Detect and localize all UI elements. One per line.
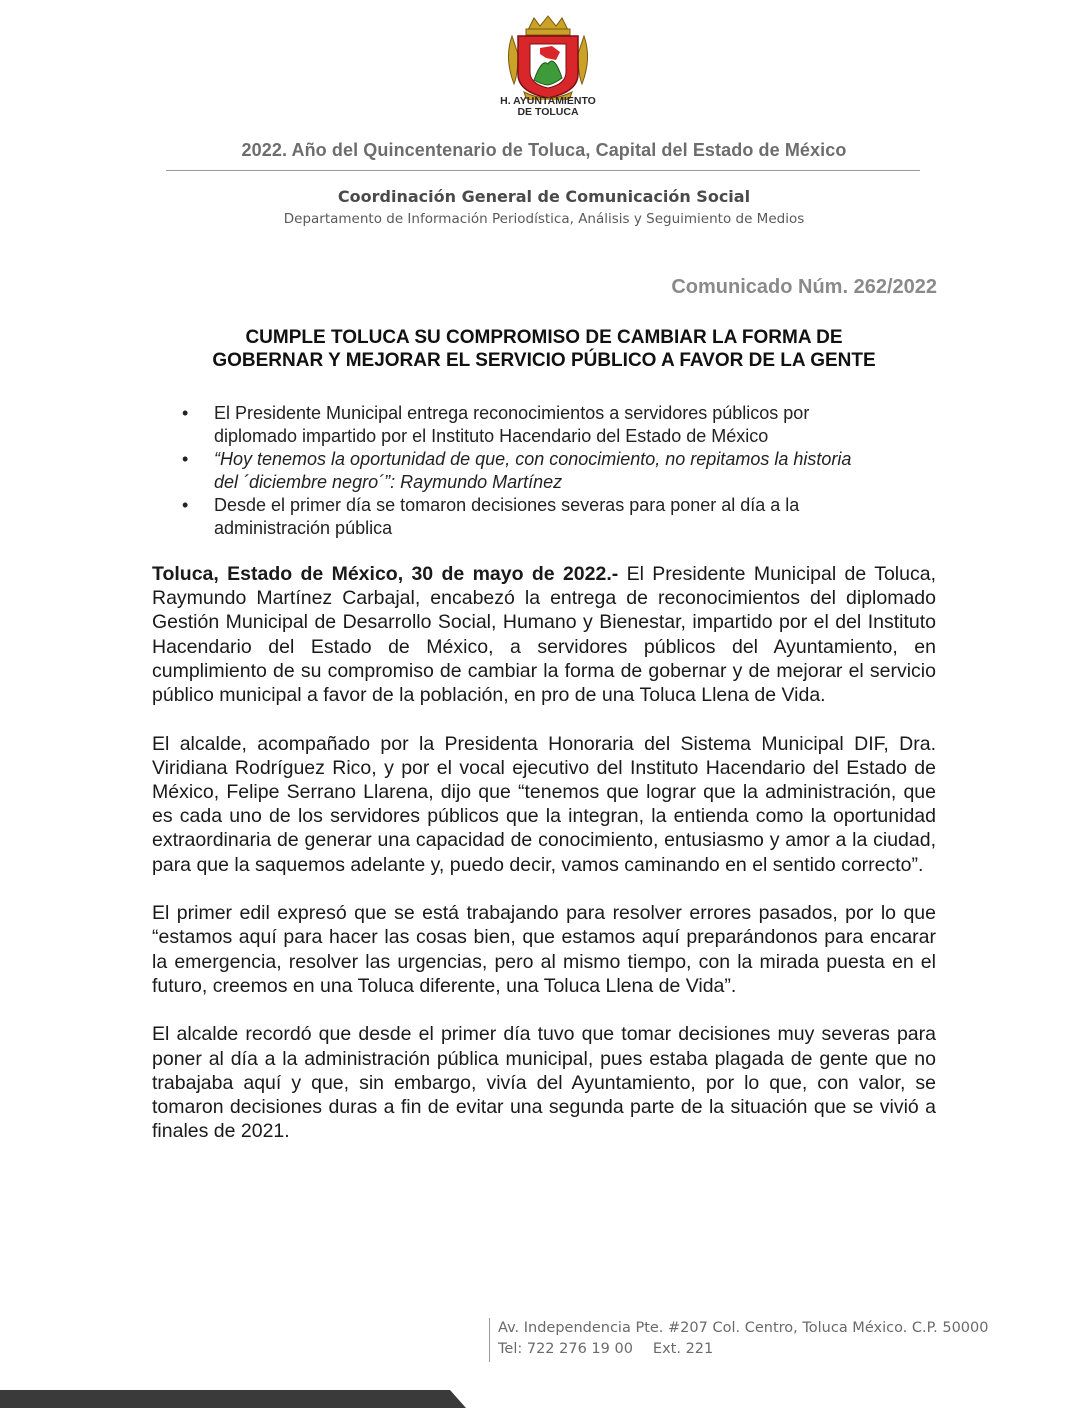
- highlight-line: “Hoy tenemos la oportunidad de que, con conocimiento, no repitamos la historia: [214, 449, 852, 469]
- headline-line2: GOBERNAR Y MEJORAR EL SERVICIO PÚBLICO A FAVOR DE LA GENTE: [212, 350, 876, 371]
- dateline: Toluca, Estado de México, 30 de mayo de 2022.-: [152, 563, 619, 585]
- headline-line1: CUMPLE TOLUCA SU COMPROMISO DE CAMBIAR LA FORMA DE: [245, 327, 843, 348]
- body-paragraph: El alcalde, acompañado por la Presidenta Honoraria del Sistema Municipal DIF, Dra. Viridiana Rodríguez Rico, y por el vocal ejecutivo del Instituto Hacendario del Estado de México, Felipe Serrano Llarena, dijo que “tenemos que lograr que la administración, que es cada uno de los servidores públicos que la integran, la entienda como la oportunidad extraordinaria de generar una capacidad de conocimiento, entusiasmo y amor a la ciudad, para que la saquemos adelante y, puedo decir, vamos caminando en el sentido correcto”.: [152, 732, 936, 876]
- bottom-decorative-strip: [0, 1390, 1088, 1408]
- footer-address: Av. Independencia Pte. #207 Col. Centro, Toluca México. C.P. 50000: [498, 1320, 989, 1336]
- phone-number: Tel: 722 276 19 00: [498, 1341, 633, 1357]
- paragraph-text: El Presidente Municipal de Toluca, Raymundo Martínez Carbajal, encabezó la entrega de reconocimientos del diplomado Gestión Municipal de Desarrollo Social, Humano y Bienestar, impartido por el del Instituto Hacendario del Estado de México, a servidores públicos del Ayuntamiento, en cumplimiento de su compromiso de cambiar la forma de gobernar y de mejorar el servicio público municipal a favor de la población, en pro de una Toluca Llena de Vida.: [152, 563, 936, 707]
- highlight-item: [178, 448, 918, 493]
- headline: [152, 326, 936, 372]
- coordination-title: Coordinación General de Comunicación Social: [337, 187, 751, 206]
- body-paragraph: [152, 562, 936, 707]
- article-body: [152, 562, 936, 1168]
- highlight-item: [178, 494, 918, 539]
- bullet-icon: •: [182, 403, 189, 423]
- logo-caption-line1: H. AYUNTAMIENTO: [500, 95, 596, 107]
- coordination-subtitle: Departamento de Información Periodística, Análisis y Seguimiento de Medios: [283, 211, 805, 227]
- header-divider: [166, 170, 920, 171]
- body-paragraph: El alcalde recordó que desde el primer día tuvo que tomar decisiones muy severas para poner al día a la administración pública municipal, pues estaba plagada de gente que no trabajaba aquí y que, sin embargo, vivía del Ayuntamiento, por lo que, con valor, se tomaron decisiones duras a fin de evitar una segunda parte de la situación que se vivió a finales de 2021.: [152, 1023, 936, 1143]
- highlight-line: Desde el primer día se tomaron decisiones severas para poner al día a la: [214, 495, 800, 515]
- highlight-line: diplomado impartido por el Instituto Hacendario del Estado de México: [214, 425, 769, 446]
- year-banner: 2022. Año del Quincentenario de Toluca, Capital del Estado de México: [241, 140, 847, 160]
- bullet-icon: •: [182, 495, 189, 515]
- phone-extension: Ext. 221: [652, 1341, 714, 1357]
- highlight-line: administración pública: [214, 517, 393, 538]
- footer-divider: [489, 1318, 490, 1362]
- highlights-list: [178, 402, 918, 540]
- communique-number: Comunicado Núm. 262/2022: [671, 276, 937, 298]
- footer-phone: [498, 1341, 713, 1357]
- highlight-item: [178, 402, 918, 447]
- highlight-line: del ´diciembre negro´”: Raymundo Martínez: [214, 471, 563, 492]
- logo-caption: [460, 96, 636, 118]
- logo-caption-line2: DE TOLUCA: [517, 106, 579, 118]
- highlight-line: El Presidente Municipal entrega reconocimientos a servidores públicos por: [214, 403, 810, 423]
- body-paragraph: El primer edil expresó que se está trabajando para resolver errores pasados, por lo que “estamos aquí para hacer las cosas bien, que estamos aquí preparándonos para encarar la emergencia, resolver las urgencias, pero al mismo tiempo, con la mirada puesta en el futuro, creemos en una Toluca diferente, una Toluca Llena de Vida”.: [152, 902, 936, 997]
- bullet-icon: •: [182, 449, 189, 469]
